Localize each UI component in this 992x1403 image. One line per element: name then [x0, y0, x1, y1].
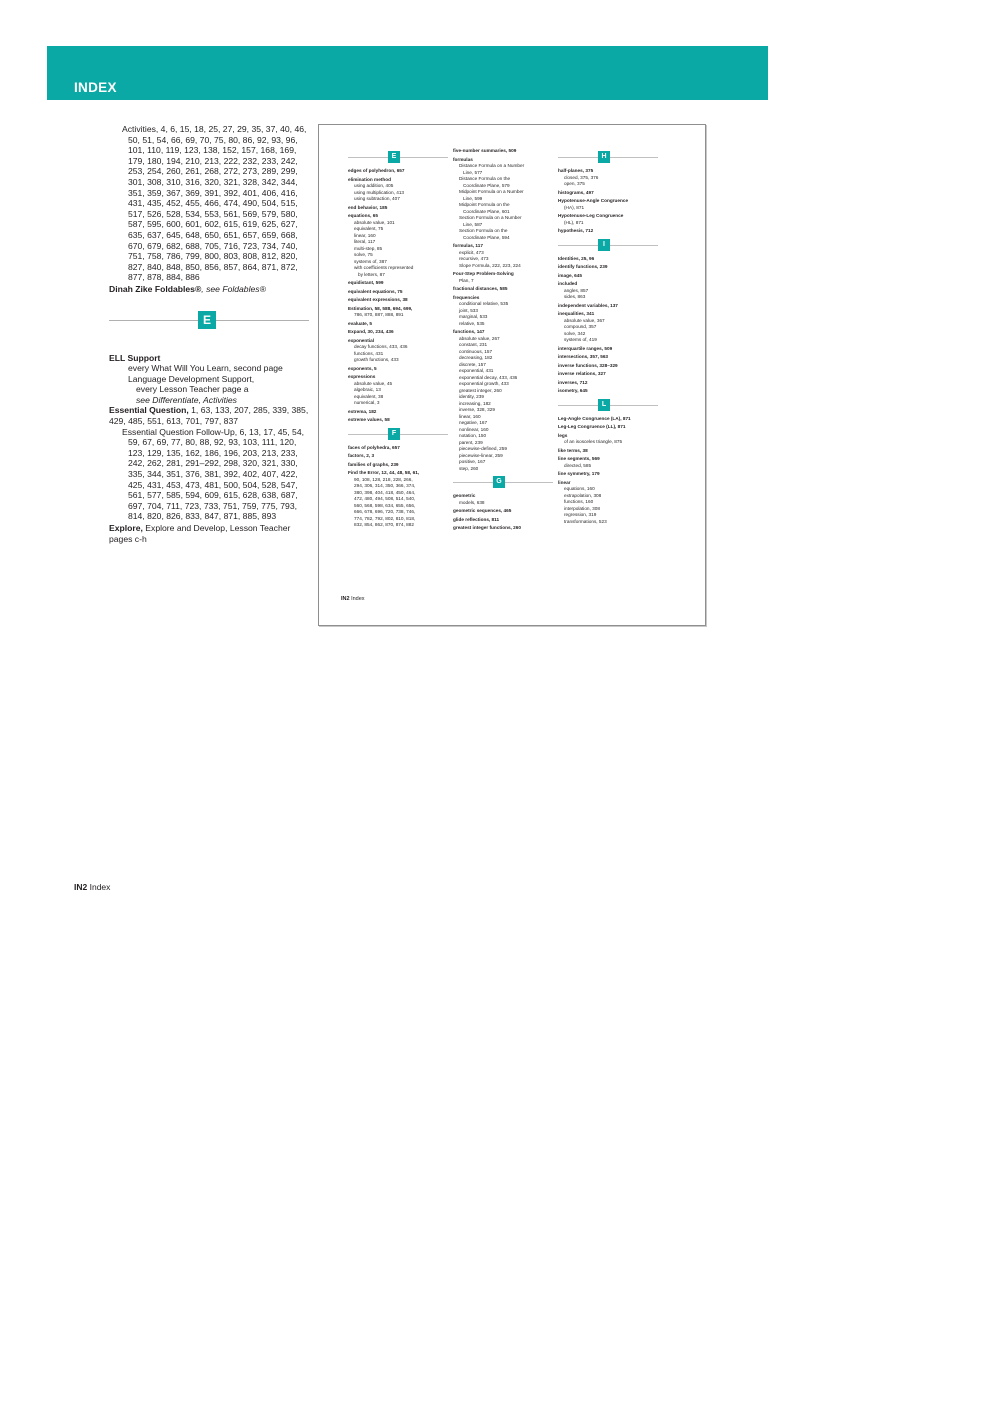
thumb-index-entry: nonlinear, 160 — [459, 426, 489, 432]
page-footer — [74, 882, 110, 892]
thumb-index-entry: absolute value, 45 — [354, 380, 393, 386]
thumb-index-entry: using addition, 405 — [354, 183, 394, 188]
thumb-index-entry: extreme values, 58 — [348, 417, 390, 422]
thumb-index-entry: equivalent, 38 — [354, 393, 384, 399]
thumb-index-entry: frequencies — [453, 294, 480, 300]
thumb-index-entry: systems of, 387 — [354, 258, 387, 264]
thumb-index-entry: Plan, 7 — [459, 277, 474, 283]
thumb-index-entry: functions, 431 — [354, 350, 384, 356]
thumb-index-entry: inverse functions, 328–329 — [558, 362, 618, 368]
thumb-divider-l — [558, 399, 658, 411]
thumb-index-entry: Section Formula on the — [459, 228, 508, 233]
thumb-index-entry: isometry, 645 — [558, 388, 588, 393]
thumb-index-entry: functions, 160 — [564, 499, 594, 504]
thumb-index-entry: closed, 375, 376 — [564, 174, 599, 180]
thumb-index-entry: 560, 568, 598, 634, 655, 656, — [354, 502, 416, 508]
thumb-index-entry: Hypotenuse-Leg Congruence — [558, 213, 624, 218]
thumb-list-f — [348, 445, 448, 529]
thumb-index-entry: decreasing, 182 — [459, 355, 493, 360]
thumb-index-entry: Midpoint Formula on the — [459, 202, 510, 207]
thumb-index-entry: joint, 533 — [459, 307, 479, 313]
thumb-index-entry: Section Formula on a Number — [459, 215, 522, 220]
footer-label: Index — [89, 882, 111, 892]
dinah-entry — [109, 284, 309, 295]
thumb-index-entry: exponents, 5 — [348, 365, 377, 371]
thumb-index-entry: Hypotenuse-Angle Congruence — [558, 198, 629, 203]
thumb-index-entry: models, 638 — [459, 499, 485, 505]
thumb-index-entry: conditional relative, 535 — [459, 301, 509, 306]
thumb-index-entry: multi-step, 85 — [354, 245, 383, 251]
thumb-index-entry: fractional distances, 585 — [453, 286, 508, 291]
thumb-index-entry: 832, 854, 862, 870, 874, 882 — [354, 522, 414, 527]
thumb-index-entry: compound, 357 — [564, 324, 597, 329]
thumb-index-entry: line symmetry, 179 — [558, 471, 600, 476]
thumb-index-entry: Line, 577 — [463, 169, 483, 175]
thumb-index-entry: like terms, 38 — [558, 447, 588, 453]
thumb-index-entry: 666, 678, 696, 720, 738, 746, — [354, 509, 416, 514]
thumb-letter-h: H — [598, 151, 610, 163]
thumb-index-entry: image, 645 — [558, 272, 582, 278]
thumb-index-entry: elimination method — [348, 176, 391, 182]
thumb-index-entry: five-number summaries, 509 — [453, 148, 517, 153]
thumb-index-entry: discrete, 157 — [459, 361, 486, 367]
thumb-divider-i — [558, 239, 658, 251]
thumb-index-entry: explicit, 473 — [459, 249, 484, 255]
thumb-footer — [341, 596, 365, 602]
thumb-column-2 — [453, 146, 553, 532]
thumb-index-entry: 294, 306, 314, 350, 366, 374, — [354, 483, 416, 488]
thumb-index-entry: equivalent expressions, 38 — [348, 297, 408, 302]
explore-term: Explore, — [109, 523, 143, 533]
thumb-index-entry: numerical, 3 — [354, 400, 380, 405]
thumb-letter-i: I — [598, 239, 610, 251]
thumb-index-entry: using subtraction, 407 — [354, 196, 400, 201]
thumb-letter-e: E — [388, 151, 400, 163]
thumb-index-entry: 786, 870, 887, 888, 891 — [354, 312, 404, 317]
thumb-letter-g: G — [493, 476, 505, 488]
thumb-index-entry: half-planes, 375 — [558, 168, 594, 173]
thumb-index-entry: Line, 587 — [463, 221, 483, 227]
thumb-index-entry: decay functions, 433, 436 — [354, 344, 408, 349]
index-banner — [47, 46, 768, 100]
thumb-index-entry: recursive, 473 — [459, 256, 489, 261]
thumb-index-entry: regression, 319 — [564, 512, 597, 517]
thumb-index-entry: absolute value, 367 — [564, 317, 605, 323]
thumb-index-entry: equidistant, 599 — [348, 280, 384, 285]
section-letter-e: E — [198, 311, 216, 329]
thumb-divider-f — [348, 428, 448, 440]
thumb-index-entry: Line, 599 — [463, 195, 483, 201]
thumb-index-entry: legs — [558, 432, 568, 438]
thumb-index-entry: solve, 342 — [564, 330, 586, 336]
page-title: INDEX — [74, 80, 117, 95]
footer-page-code: IN2 — [74, 882, 88, 892]
thumb-index-entry: solve, 75 — [354, 252, 373, 257]
thumb-index-entry: Leg-Angle Congruence (LA), 871 — [558, 415, 631, 421]
thumb-index-entry: Estimation, 58, 588, 694, 699, — [348, 305, 413, 311]
thumb-index-entry: glide reflections, 811 — [453, 516, 500, 522]
thumb-index-entry: factors, 2, 3 — [348, 453, 375, 458]
ell-see-prefix: see — [136, 394, 153, 405]
essential-question-entry — [109, 405, 309, 426]
thumb-index-entry: extrema, 182 — [348, 408, 377, 414]
thumb-index-entry: with coefficients represented — [354, 265, 414, 270]
thumb-index-entry: piecewise-defined, 259 — [459, 446, 507, 451]
thumb-index-entry: formulas — [453, 156, 473, 162]
thumb-index-entry: extrapolation, 308 — [564, 492, 602, 498]
thumb-letter-f: F — [388, 428, 400, 440]
thumb-index-entry: interpolation, 308 — [564, 505, 600, 511]
thumb-index-entry: 774, 782, 792, 802, 810, 818, — [354, 515, 416, 521]
thumb-index-entry: Distance Formula on the — [459, 176, 511, 181]
thumb-index-entry: positive, 167 — [459, 459, 486, 464]
explore-rest: Explore and Develop, Lesson Teacher pages c-h — [109, 523, 291, 544]
thumb-index-entry: 90, 108, 128, 218, 228, 266, — [354, 476, 413, 482]
thumb-index-entry: geometric sequences, 465 — [453, 508, 512, 513]
thumb-index-entry: literal, 117 — [354, 239, 376, 244]
thumb-index-entry: absolute value, 101 — [354, 219, 395, 225]
thumb-index-entry: 472, 480, 494, 508, 514, 540, — [354, 496, 416, 501]
thumb-index-entry: linear — [558, 479, 571, 485]
thumb-index-entry: geometric — [453, 493, 476, 498]
thumb-index-entry: line segments, 569 — [558, 456, 600, 461]
ell-line-3: every Lesson Teacher page a — [136, 384, 249, 395]
thumb-index-entry: step, 260 — [459, 465, 479, 471]
thumb-index-entry: growth functions, 433 — [354, 357, 399, 362]
thumb-index-entry: exponential growth, 433 — [459, 381, 509, 386]
thumb-index-entry: equivalent, 75 — [354, 226, 384, 231]
thumb-index-entry: families of graphs, 239 — [348, 461, 399, 467]
thumb-footer-label: Index — [351, 596, 365, 602]
thumb-index-entry: Midpoint Formula on a Number — [459, 189, 524, 194]
thumb-index-entry: Coordinate Plane, 601 — [463, 208, 510, 214]
ell-entry-title: ELL Support — [109, 352, 161, 363]
thumb-index-entry: exponential decay, 433, 436 — [459, 374, 518, 380]
thumb-index-entry: included — [558, 281, 578, 286]
thumb-index-entry: notation, 150 — [459, 433, 487, 438]
thumb-index-entry: relative, 535 — [459, 320, 485, 326]
thumb-index-entry: constant, 231 — [459, 342, 488, 347]
thumb-index-entry: identify functions, 239 — [558, 264, 608, 269]
activities-entry: Activities, 4, 6, 15, 18, 25, 27, 29, 35, 37, 40, 46, 50, 51, 54, 66, 69, 70, 75, 80, 86, 92, 93, 96, 101, 110, 119, 123, 138, 152, 157, 168, 169, 179, 180, 194, 210, 213, 222, 232, 233, 242, 253, 254, 260, 261, 268, 272, 273, 289, 299, 301, 308, 310, 316, 320, 321, 328, 342, 344, 351, 359, 367, 369, 391, 392, 401, 406, 416, 431, 435, 452, 455, 466, 474, 490, 504, 515, 517, 526, 528, 534, 553, 561, 569, 579, 580, 587, 595, 600, 601, 602, 615, 619, 625, 627, 635, 637, 645, 648, 650, 651, 657, 659, 668, 670, 679, 682, 688, 705, 716, 723, 734, 740, 751, 758, 786, 799, 800, 803, 808, 812, 820, 827, 840, 848, 850, 856, 857, 864, 871, 872, 877, 878, 884, 886 — [122, 124, 307, 283]
section-divider-e — [109, 311, 309, 329]
thumb-index-entry: piecewise-linear, 259 — [459, 452, 503, 458]
thumb-footer-code: IN2 — [341, 596, 350, 602]
thumb-index-entry: equivalent equations, 75 — [348, 288, 403, 294]
index-main-column — [109, 124, 309, 544]
thumb-index-entry: greatest integer, 260 — [459, 387, 502, 393]
thumb-index-entry: using multiplication, 413 — [354, 189, 405, 195]
thumb-index-entry: intersections, 357, 563 — [558, 354, 609, 359]
thumb-index-entry: hypothesis, 712 — [558, 228, 594, 233]
thumb-letter-l: L — [598, 399, 610, 411]
thumb-index-entry: equations, 65 — [348, 213, 378, 218]
thumb-index-entry: independent variables, 137 — [558, 302, 618, 308]
thumb-index-entry: angles, 857 — [564, 287, 589, 293]
essential-question-followup: Essential Question Follow-Up, 6, 13, 17, 45, 54, 59, 67, 69, 77, 80, 88, 92, 93, 103, 111, 120, 123, 129, 135, 162, 186, 196, 203, 213, 233, 242, 262, 281, 291–292, 298, 320, 321, 330, 335, 344, 351, 376, 381, 392, 402, 407, 422, 425, 431, 453, 473, 481, 500, 504, 528, 547, 561, 577, 585, 594, 609, 615, 628, 638, 687, 697, 704, 711, 723, 733, 751, 759, 775, 793, 814, 820, 826, 833, 847, 871, 885, 893 — [122, 426, 305, 522]
thumb-index-entry: inverses, 712 — [558, 379, 588, 385]
thumb-index-entry: expressions — [348, 374, 376, 379]
thumb-index-entry: evaluate, 5 — [348, 320, 372, 326]
thumb-list-l — [558, 416, 658, 526]
thumb-list-i — [558, 256, 658, 395]
thumb-index-entry: of an isosceles triangle, 875 — [564, 439, 623, 444]
thumb-list-f-cont — [453, 148, 553, 472]
thumb-column-1 — [348, 147, 448, 529]
thumb-index-entry: Slope Formula, 222, 223, 224 — [459, 262, 521, 268]
thumb-index-entry: Four-Step Problem-Solving — [453, 271, 514, 276]
thumb-index-entry: (HL), 871 — [564, 219, 584, 225]
index-page-thumbnail — [318, 124, 706, 626]
thumb-index-entry: increasing, 182 — [459, 400, 491, 406]
thumb-index-entry: exponential, 431 — [459, 368, 494, 373]
thumb-index-entry: Expand, 30, 234, 436 — [348, 329, 394, 334]
ell-line-2: Language Development Support, — [128, 373, 255, 384]
thumb-index-entry: functions, 147 — [453, 329, 485, 334]
thumb-index-entry: inequalities, 341 — [558, 311, 595, 316]
thumb-index-entry: absolute value, 267 — [459, 335, 500, 341]
explore-entry — [109, 523, 309, 544]
thumb-index-entry: directed, 585 — [564, 462, 592, 468]
thumb-list-e — [348, 168, 448, 424]
thumb-divider-g — [453, 476, 553, 488]
thumb-index-entry: Distance Formula on a Number — [459, 163, 525, 168]
thumb-index-entry: sides, 863 — [564, 294, 586, 299]
thumb-index-entry: inverse relations, 327 — [558, 371, 606, 376]
thumb-list-h — [558, 168, 658, 235]
thumb-index-entry: identity, 239 — [459, 394, 484, 399]
thumb-index-entry: equations, 160 — [564, 486, 595, 491]
thumb-index-entry: negative, 167 — [459, 420, 488, 425]
thumb-index-entry: (HA), 871 — [564, 204, 585, 210]
dinah-see: , see Foldables® — [201, 283, 266, 294]
essential-question-pages: 1, 63, 133, 207, 285, 339, 385, 429, 485, 551, 613, 701, 797, 837 — [109, 405, 309, 427]
thumb-index-entry: Coordinate Plane, 594 — [463, 234, 510, 240]
thumb-divider-h — [558, 151, 658, 163]
thumb-index-entry: parent, 239 — [459, 439, 483, 445]
thumb-index-entry: Identities, 25, 96 — [558, 255, 595, 261]
ell-line-1: every What Will You Learn, second page — [128, 363, 283, 374]
ell-see-line — [109, 395, 309, 406]
thumb-list-g — [453, 493, 553, 532]
thumb-index-entry: interquartile ranges, 509 — [558, 345, 613, 351]
thumb-index-entry: greatest integer functions, 260 — [453, 525, 521, 530]
thumb-index-entry: continuous, 157 — [459, 348, 493, 354]
thumb-index-entry: algebraic, 13 — [354, 387, 381, 392]
thumb-index-entry: faces of polyhedra, 657 — [348, 444, 400, 450]
thumb-index-entry: inverse, 328, 329 — [459, 407, 495, 412]
thumb-index-entry: Find the Error, 12, 44, 48, 58, 61, — [348, 470, 420, 475]
thumb-index-entry: by letters, 87 — [358, 271, 385, 277]
thumb-index-entry: transformations, 523 — [564, 518, 607, 524]
thumb-index-entry: open, 375 — [564, 181, 585, 186]
thumb-index-entry: linear, 160 — [459, 413, 481, 419]
thumb-divider-e — [348, 151, 448, 163]
thumb-index-entry: marginal, 533 — [459, 314, 488, 319]
dinah-term: Dinah Zike Foldables® — [109, 283, 202, 294]
thumb-index-entry: Coordinate Plane, 579 — [463, 182, 510, 188]
thumb-index-entry: 380, 398, 404, 418, 450, 464, — [354, 489, 416, 495]
thumb-index-entry: linear, 160 — [354, 232, 376, 238]
thumb-column-3 — [558, 147, 658, 525]
thumb-index-entry: end behavior, 185 — [348, 204, 388, 210]
thumb-index-entry: histograms, 497 — [558, 189, 594, 195]
thumb-index-entry: formulas, 117 — [453, 243, 483, 248]
thumb-index-entry: exponential — [348, 337, 375, 343]
essential-question-term: Essential Question, — [109, 405, 189, 416]
thumb-index-entry: systems of, 419 — [564, 337, 597, 342]
ell-see-ref: Differentiate, Activities — [152, 394, 237, 405]
thumb-index-entry: Leg-Leg Congruence (LL), 871 — [558, 424, 626, 429]
thumb-index-entry: edges of polyhedron, 657 — [348, 168, 405, 173]
